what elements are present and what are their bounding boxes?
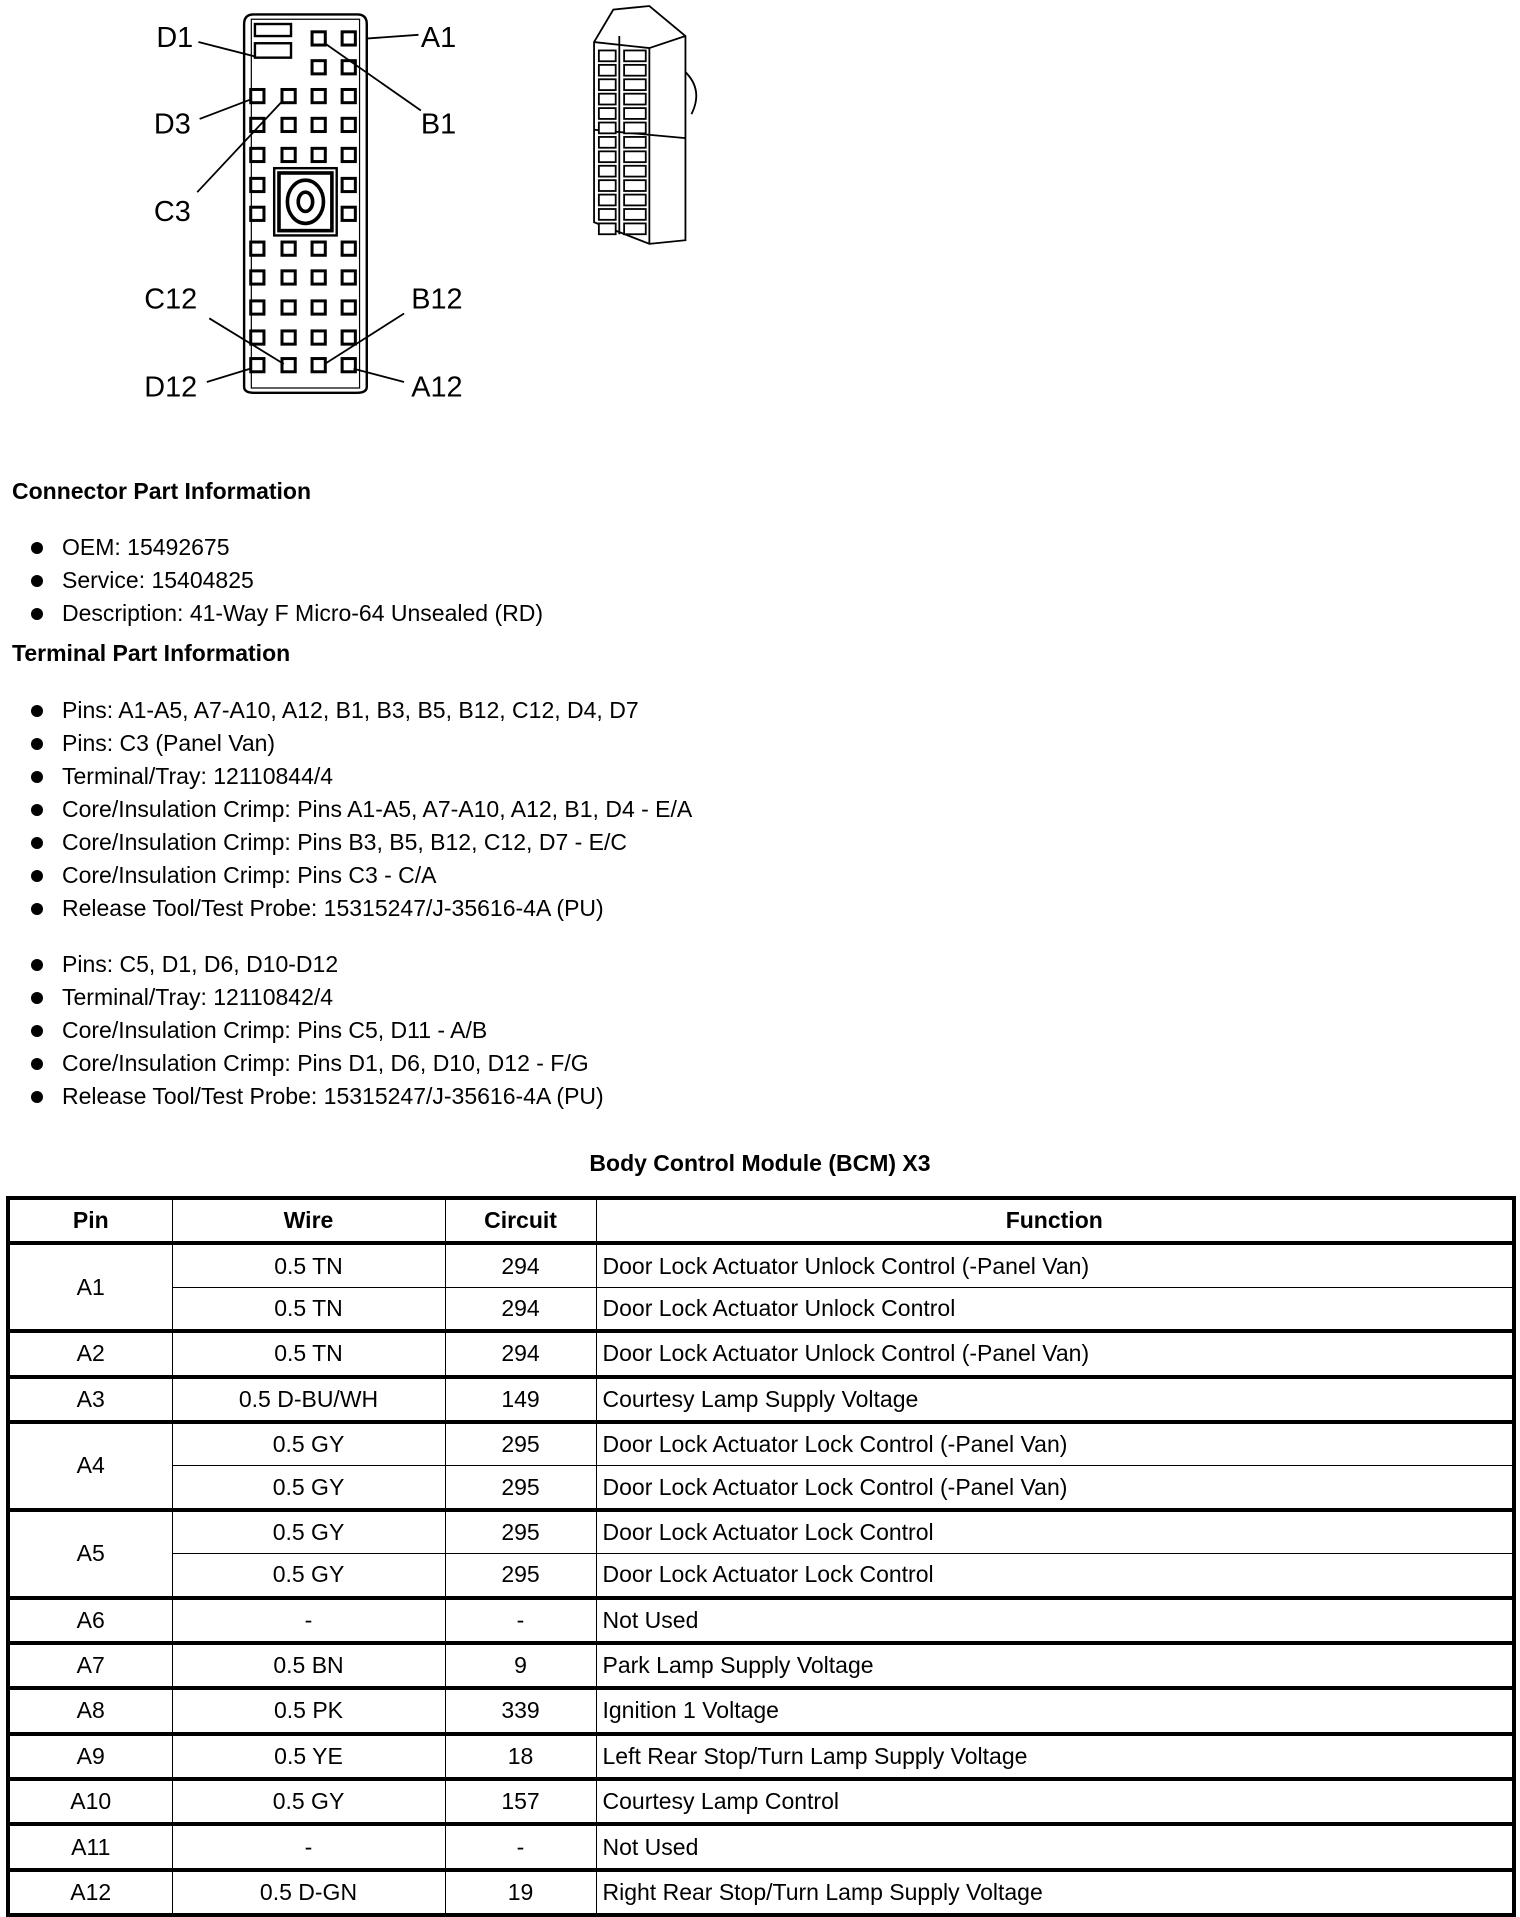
table-header-row	[8, 1198, 1514, 1243]
list-item-text: Release Tool/Test Probe: 15315247/J-35616-4A (PU)	[62, 1083, 604, 1109]
pin-cavity	[251, 118, 264, 131]
wire-cell: 0.5 GY	[172, 1466, 445, 1510]
list-item-text: Terminal/Tray: 12110842/4	[62, 984, 334, 1010]
pin-cavity	[282, 118, 295, 131]
side-cell	[599, 195, 616, 206]
function-cell: Courtesy Lamp Supply Voltage	[596, 1377, 1514, 1422]
table-row	[8, 1466, 1514, 1510]
pin-cavity	[251, 207, 264, 220]
label-b1: B1	[420, 108, 457, 141]
circuit-cell: 295	[445, 1466, 596, 1510]
side-cell	[599, 166, 616, 177]
bullet-icon	[31, 804, 43, 816]
list-item-text: Pins: C5, D1, D6, D10-D12	[62, 951, 339, 977]
list-item	[0, 1047, 604, 1080]
pin-cavity	[342, 148, 355, 161]
circuit-cell: 294	[445, 1243, 596, 1287]
list-item	[0, 760, 692, 793]
pin-cavity	[312, 359, 325, 372]
side-cell	[624, 94, 646, 105]
pin-cavity	[282, 271, 295, 284]
side-cell	[599, 209, 616, 220]
pin-cavity	[312, 118, 325, 131]
pin-cell: A2	[8, 1331, 172, 1376]
list-item-text: Service: 15404825	[62, 567, 254, 593]
label-b12: B12	[411, 283, 463, 316]
side-cell	[624, 166, 646, 177]
list-item-text: Core/Insulation Crimp: Pins C5, D11 - A/B	[62, 1017, 488, 1043]
pin-cavity	[251, 271, 264, 284]
wire-cell: 0.5 D-GN	[172, 1870, 445, 1915]
pin-cell: A8	[8, 1688, 172, 1733]
list-item	[0, 597, 543, 630]
table-row	[8, 1734, 1514, 1779]
bullet-icon	[31, 705, 43, 717]
side-cell	[599, 223, 616, 234]
pin-cell: A7	[8, 1643, 172, 1688]
pin-cell: A11	[8, 1824, 172, 1869]
table-row	[8, 1688, 1514, 1733]
function-cell: Not Used	[596, 1598, 1514, 1643]
circuit-cell: 294	[445, 1331, 596, 1376]
side-cell	[599, 137, 616, 148]
terminal-info-heading: Terminal Part Information	[12, 640, 291, 666]
circuit-cell: 157	[445, 1779, 596, 1824]
pin-cell: A1	[8, 1243, 172, 1331]
list-item-text: Core/Insulation Crimp: Pins D1, D6, D10, D12 - F/G	[62, 1050, 589, 1076]
list-item-text: Core/Insulation Crimp: Pins B3, B5, B12, C12, D7 - E/C	[62, 829, 628, 855]
side-cell	[599, 94, 616, 105]
header-function: Function	[596, 1198, 1514, 1243]
wire-cell: 0.5 D-BU/WH	[172, 1377, 445, 1422]
table-row	[8, 1331, 1514, 1376]
pin-cell: A3	[8, 1377, 172, 1422]
list-item-text: Release Tool/Test Probe: 15315247/J-35616-4A (PU)	[62, 895, 604, 921]
bullet-icon	[31, 1091, 43, 1103]
pinout-table	[6, 1196, 1516, 1917]
pin-cavity	[251, 242, 264, 255]
pin-cavity	[282, 89, 295, 102]
table-row	[8, 1779, 1514, 1824]
label-a1: A1	[420, 21, 457, 54]
pin-cavity	[342, 301, 355, 314]
pin-cell: A5	[8, 1510, 172, 1598]
pin-cavity	[312, 301, 325, 314]
side-cell	[624, 195, 646, 206]
side-cell	[624, 123, 646, 134]
side-cell	[599, 123, 616, 134]
side-cell	[599, 50, 616, 61]
table-row	[8, 1554, 1514, 1598]
circuit-cell: 295	[445, 1510, 596, 1554]
circuit-cell: 18	[445, 1734, 596, 1779]
bullet-icon	[31, 992, 43, 1004]
function-cell: Left Rear Stop/Turn Lamp Supply Voltage	[596, 1734, 1514, 1779]
table-row	[8, 1824, 1514, 1869]
wire-cell: 0.5 TN	[172, 1331, 445, 1376]
pin-cavity	[342, 359, 355, 372]
bullet-icon	[31, 575, 43, 587]
list-item	[0, 981, 604, 1014]
pin-cavity	[312, 331, 325, 344]
side-cell	[624, 151, 646, 162]
table-title: Body Control Module (BCM) X3	[589, 1150, 931, 1176]
list-item	[0, 892, 692, 925]
connector-face	[197, 14, 421, 392]
side-cell	[624, 180, 646, 191]
table-row	[8, 1643, 1514, 1688]
side-cell	[624, 223, 646, 234]
side-cell	[599, 65, 616, 76]
function-cell: Door Lock Actuator Lock Control (-Panel Van)	[596, 1422, 1514, 1466]
pin-cavity	[342, 118, 355, 131]
pin-cavity	[312, 148, 325, 161]
bullet-icon	[31, 1058, 43, 1070]
wire-cell: -	[172, 1598, 445, 1643]
bullet-icon	[31, 542, 43, 554]
wire-cell: -	[172, 1824, 445, 1869]
pin-cavity	[312, 89, 325, 102]
wire-cell: 0.5 PK	[172, 1688, 445, 1733]
list-item-text: OEM: 15492675	[62, 534, 230, 560]
circuit-cell: 295	[445, 1554, 596, 1598]
connector-info-list	[0, 531, 543, 630]
bullet-icon	[31, 870, 43, 882]
pin-cavity	[282, 359, 295, 372]
label-d3: D3	[153, 108, 191, 141]
terminal-info-list-2	[0, 948, 604, 1113]
circuit-cell: 339	[445, 1688, 596, 1733]
label-a12: A12	[411, 371, 463, 400]
side-cell	[599, 180, 616, 191]
function-cell: Door Lock Actuator Lock Control (-Panel Van)	[596, 1466, 1514, 1510]
function-cell: Park Lamp Supply Voltage	[596, 1643, 1514, 1688]
list-item-text: Pins: C3 (Panel Van)	[62, 730, 276, 756]
side-cell	[624, 209, 646, 220]
connector-info-heading: Connector Part Information	[12, 478, 312, 504]
circuit-cell: -	[445, 1824, 596, 1869]
list-item-text: Description: 41-Way F Micro-64 Unsealed (RD)	[62, 600, 544, 626]
wire-cell: 0.5 BN	[172, 1643, 445, 1688]
pin-cavity	[282, 148, 295, 161]
list-item	[0, 1014, 604, 1047]
function-cell: Not Used	[596, 1824, 1514, 1869]
circuit-cell: 295	[445, 1422, 596, 1466]
side-cell	[599, 79, 616, 90]
pin-cavity	[342, 207, 355, 220]
list-item	[0, 727, 692, 760]
bullet-icon	[31, 771, 43, 783]
wire-cell: 0.5 GY	[172, 1554, 445, 1598]
list-item	[0, 531, 543, 564]
pin-cell: A6	[8, 1598, 172, 1643]
connector-side-view	[594, 6, 696, 244]
list-item	[0, 826, 692, 859]
function-cell: Door Lock Actuator Lock Control	[596, 1554, 1514, 1598]
pin-cavity	[342, 331, 355, 344]
label-d12: D12	[144, 371, 198, 400]
pin-cavity	[312, 32, 325, 45]
label-c3: C3	[153, 196, 191, 229]
wire-cell: 0.5 YE	[172, 1734, 445, 1779]
pin-cavity	[342, 242, 355, 255]
side-cell	[624, 79, 646, 90]
bullet-icon	[31, 903, 43, 915]
terminal-info-list-1	[0, 694, 692, 925]
circuit-cell: 149	[445, 1377, 596, 1422]
list-item	[0, 793, 692, 826]
wire-cell: 0.5 GY	[172, 1510, 445, 1554]
pin-cavity	[342, 178, 355, 191]
header-pin: Pin	[8, 1198, 172, 1243]
function-cell: Door Lock Actuator Lock Control	[596, 1510, 1514, 1554]
header-wire: Wire	[172, 1198, 445, 1243]
pin-cavity	[282, 242, 295, 255]
list-item	[0, 1080, 604, 1113]
table-row	[8, 1422, 1514, 1466]
pin-cell: A10	[8, 1779, 172, 1824]
bullet-icon	[31, 837, 43, 849]
pin-cavity	[282, 331, 295, 344]
wire-cell: 0.5 GY	[172, 1779, 445, 1824]
list-item-text: Pins: A1-A5, A7-A10, A12, B1, B3, B5, B12, C12, D4, D7	[62, 697, 639, 723]
pin-cell: A4	[8, 1422, 172, 1510]
function-cell: Door Lock Actuator Unlock Control (-Panel Van)	[596, 1331, 1514, 1376]
bullet-icon	[31, 608, 43, 620]
wire-cell: 0.5 GY	[172, 1422, 445, 1466]
function-cell: Ignition 1 Voltage	[596, 1688, 1514, 1733]
pin-cavity	[312, 271, 325, 284]
wire-cell: 0.5 TN	[172, 1287, 445, 1331]
header-circuit: Circuit	[445, 1198, 596, 1243]
side-cell	[624, 108, 646, 119]
pin-cavity	[342, 89, 355, 102]
list-item	[0, 859, 692, 892]
table-row	[8, 1243, 1514, 1287]
pin-cavity	[342, 32, 355, 45]
label-d1: D1	[156, 21, 194, 54]
function-cell: Courtesy Lamp Control	[596, 1779, 1514, 1824]
bullet-icon	[31, 738, 43, 750]
side-cell	[624, 137, 646, 148]
pin-cavity	[282, 301, 295, 314]
pin-cell: A9	[8, 1734, 172, 1779]
list-item-text: Core/Insulation Crimp: Pins C3 - C/A	[62, 862, 437, 888]
function-cell: Right Rear Stop/Turn Lamp Supply Voltage	[596, 1870, 1514, 1915]
table-row	[8, 1377, 1514, 1422]
circuit-cell: -	[445, 1598, 596, 1643]
circuit-cell: 19	[445, 1870, 596, 1915]
function-cell: Door Lock Actuator Unlock Control	[596, 1287, 1514, 1331]
pin-cavity	[251, 331, 264, 344]
circuit-cell: 9	[445, 1643, 596, 1688]
function-cell: Door Lock Actuator Unlock Control (-Panel Van)	[596, 1243, 1514, 1287]
label-c12: C12	[144, 283, 198, 316]
circuit-cell: 294	[445, 1287, 596, 1331]
side-cell	[624, 50, 646, 61]
list-item	[0, 694, 692, 727]
pin-cavity	[251, 359, 264, 372]
table-row	[8, 1510, 1514, 1554]
wire-cell: 0.5 TN	[172, 1243, 445, 1287]
pin-cavity	[251, 301, 264, 314]
list-item	[0, 564, 543, 597]
pin-cavity	[312, 61, 325, 74]
pin-cavity	[342, 271, 355, 284]
table-row	[8, 1598, 1514, 1643]
connector-diagram	[0, 0, 1520, 400]
table-row	[8, 1287, 1514, 1331]
side-cell	[624, 65, 646, 76]
bullet-icon	[31, 959, 43, 971]
bullet-icon	[31, 1025, 43, 1037]
side-cell	[599, 108, 616, 119]
pin-cavity	[251, 148, 264, 161]
table-row	[8, 1870, 1514, 1915]
pin-cavity	[251, 89, 264, 102]
side-cell	[599, 151, 616, 162]
pin-cavity	[251, 178, 264, 191]
list-item-text: Core/Insulation Crimp: Pins A1-A5, A7-A10, A12, B1, D4 - E/A	[62, 796, 693, 822]
pin-cell: A12	[8, 1870, 172, 1915]
list-item	[0, 948, 604, 981]
pin-cavity	[312, 242, 325, 255]
list-item-text: Terminal/Tray: 12110844/4	[62, 763, 334, 789]
